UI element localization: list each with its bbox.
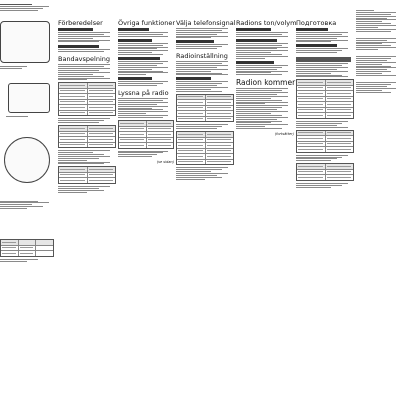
figure-player-middle: [8, 83, 50, 113]
heading-telephone-signal: Välja telefonsignal: [176, 19, 236, 27]
column-3: [176, 0, 234, 400]
column-figures: [0, 0, 54, 400]
figure-player-top: [0, 21, 50, 63]
heading-other-functions: Övriga funktioner: [118, 19, 176, 27]
heading-listening-radio: Lyssna på radio: [118, 89, 169, 98]
heading-radio-setup: Radioinställning: [176, 52, 228, 61]
heading-radio-coming: Radion kommer: [236, 78, 296, 88]
heading-playback-ru: [296, 57, 351, 62]
heading-preparation-ru: Подготовка: [296, 19, 337, 27]
heading-preparation: Förberedelser: [58, 19, 103, 27]
column-6: [356, 0, 400, 400]
column-4: [236, 0, 297, 400]
heading-radio-tone: Radions ton/volym: [236, 19, 297, 27]
heading-tape-playback: Bandavspelning: [58, 55, 111, 64]
figure-player-bottom: [4, 137, 50, 183]
column-5: [296, 0, 354, 400]
column-2: [118, 0, 174, 400]
continued-note: (fortsätter): [274, 132, 294, 137]
column-1: [58, 0, 116, 400]
continued-note: (se sidan): [156, 160, 174, 165]
